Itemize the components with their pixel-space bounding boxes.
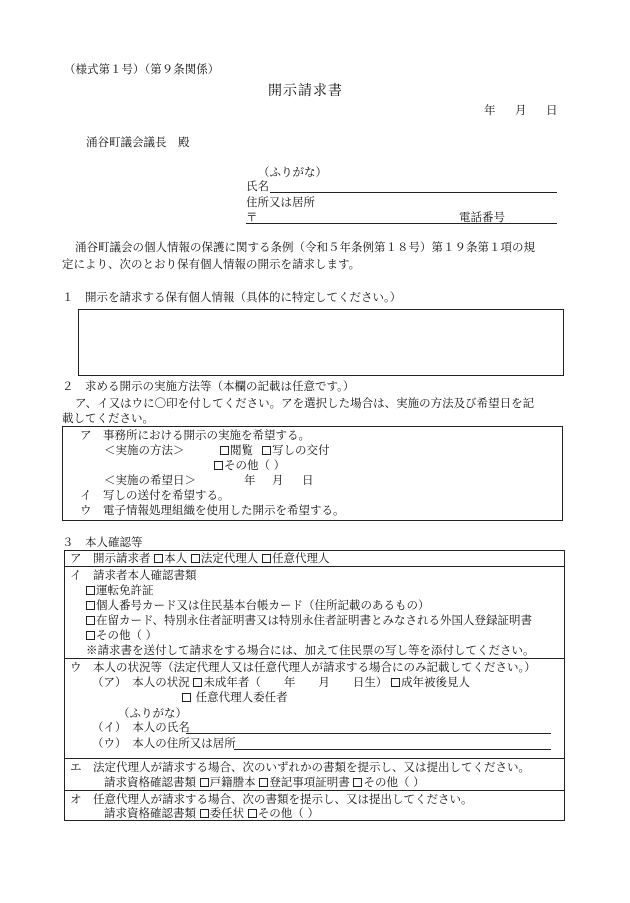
s3-i-note: ※請求書を送付して請求をする場合には、加えて住民票の写し等を添付してください。: [86, 643, 535, 657]
method-label: ＜実施の方法＞: [104, 443, 185, 457]
form-number: （様式第１号）（第９条関係）: [64, 62, 220, 76]
s3-i-opt4-label: その他（ ）: [96, 628, 158, 642]
requester-furigana: （ふりがな）: [258, 165, 327, 179]
section2-note-1: ア、イ又はウに〇印を付してください。アを選択した場合は、実施の方法及び希望日を記: [75, 396, 535, 410]
s3-e-docs-row: [104, 775, 425, 790]
requester-address-field[interactable]: [246, 223, 557, 224]
hope-year: 年: [244, 473, 256, 487]
s3-i-opt3[interactable]: [86, 613, 532, 628]
opt-copy-label: 写しの交付: [272, 443, 330, 457]
checkbox-voluntary-agent[interactable]: [262, 554, 271, 563]
s3-e-opt2: 登記事項証明書: [269, 775, 350, 789]
checkbox-residence-card[interactable]: [86, 616, 95, 625]
s3-i-opt3-label: 在留カード、特別永住者証明書又は特別永住者証明書とみなされる外国人登録証明書: [96, 613, 532, 627]
section3-heading: ３ 本人確認等: [62, 535, 143, 549]
s3-e-opt1: 戸籍謄本: [209, 775, 256, 789]
opt-view-label: 閲覧: [230, 443, 253, 457]
s3-e-label: エ 法定代理人が請求する場合、次のいずれかの書類を提示し、又は提出してください。: [70, 760, 530, 774]
s3-u-name: （イ） 本人の氏名: [92, 720, 190, 734]
s3-u-furigana: （ふりがな）: [118, 706, 187, 720]
s3-u-opt2: 成年被後見人: [401, 675, 471, 689]
divider-e: [64, 790, 565, 791]
checkbox-self[interactable]: [154, 554, 163, 563]
divider-i: [64, 658, 565, 659]
checkbox-e-other[interactable]: [353, 778, 362, 787]
date-month: 月: [515, 103, 527, 117]
intro-line-1: 涌谷町議会の個人情報の保護に関する条例（令和５年条例第１８号）第１９条第１項の規: [75, 240, 535, 254]
s3-i-label: イ 請求者本人確認書類: [70, 568, 197, 582]
date-day: 日: [546, 103, 558, 117]
checkbox-principal[interactable]: [182, 693, 191, 702]
s3-i-opt1[interactable]: [86, 583, 154, 598]
opt-view[interactable]: [220, 443, 253, 458]
s3-o-docs: 請求資格確認書類: [104, 806, 196, 820]
checkbox-registry-cert[interactable]: [259, 778, 268, 787]
section1-input-box[interactable]: [78, 309, 564, 376]
section2-heading: ２ 求める開示の実施方法等（本欄の記載は任意です。）: [62, 379, 355, 393]
requester-name-field[interactable]: [270, 192, 557, 193]
checkbox-power-of-attorney[interactable]: [200, 809, 209, 818]
principal-address-field[interactable]: [234, 749, 551, 750]
checkbox-adult-ward[interactable]: [391, 678, 400, 687]
checkbox-o-other[interactable]: [248, 809, 257, 818]
addressee: 涌谷町議会議長 殿: [86, 135, 190, 149]
checkbox-license[interactable]: [86, 586, 95, 595]
section2-option-u[interactable]: ウ 電子情報処理組織を使用した開示を希望する。: [80, 503, 345, 517]
s3-u-status-row: [92, 675, 470, 690]
s3-a-opt3: 任意代理人: [271, 551, 330, 565]
s3-u-opt1: 未成年者（ 年 月 日生）: [203, 675, 388, 689]
s3-i-opt2-label: 個人番号カード又は住民基本台帳カード（住所記載のあるもの）: [96, 598, 430, 612]
opt-other[interactable]: [214, 458, 285, 473]
requester-name-label: 氏名: [246, 179, 269, 193]
requester-address-label: 住所又は居所: [246, 195, 315, 209]
s3-u-opt3-label: 任意代理人委任者: [195, 690, 288, 704]
intro-line-2: 定により、次のとおり保有個人情報の開示を請求します。: [62, 257, 361, 271]
section2-note-2: 載してください。: [62, 411, 154, 425]
page-title: 開示請求書: [268, 83, 343, 99]
s3-u-opt3[interactable]: [182, 690, 288, 705]
s3-i-opt2[interactable]: [86, 598, 430, 613]
checkbox-minor[interactable]: [193, 678, 202, 687]
s3-u-status: （ア） 本人の状況: [92, 675, 190, 689]
opt-copy[interactable]: [262, 443, 330, 458]
section1-heading: １ 開示を請求する保有個人情報（具体的に特定してください。）: [62, 290, 402, 304]
checkbox-other[interactable]: [214, 461, 223, 470]
section2-option-a[interactable]: ア 事務所における開示の実施を希望する。: [80, 428, 310, 442]
divider-a: [64, 566, 565, 567]
checkbox-view[interactable]: [220, 446, 229, 455]
s3-u-address: （ウ） 本人の住所又は居所: [92, 736, 236, 750]
opt-other-label: その他（ ）: [224, 458, 286, 472]
checkbox-family-register[interactable]: [200, 778, 209, 787]
s3-a-label: ア 開示請求者: [70, 551, 151, 565]
checkbox-copy[interactable]: [262, 446, 271, 455]
s3-i-opt1-label: 運転免許証: [96, 583, 154, 597]
s3-a-row: [70, 551, 329, 566]
checkbox-mynumber[interactable]: [86, 601, 95, 610]
checkbox-legal-agent[interactable]: [191, 554, 200, 563]
s3-i-opt4[interactable]: [86, 628, 157, 643]
checkbox-id-other[interactable]: [86, 631, 95, 640]
s3-e-docs: 請求資格確認書類: [104, 775, 196, 789]
s3-e-opt3: その他（ ）: [363, 775, 425, 789]
s3-o-opt1: 委任状: [209, 806, 245, 820]
principal-name-field[interactable]: [186, 733, 551, 734]
s3-o-label: オ 任意代理人が請求する場合、次の書類を提示し、又は提出してください。: [70, 792, 473, 806]
hope-month: 月: [272, 473, 284, 487]
s3-o-opt2: その他（ ）: [257, 806, 319, 820]
date-label: ＜実施の希望日＞: [104, 473, 196, 487]
hope-day: 日: [302, 473, 314, 487]
date-year: 年: [484, 103, 496, 117]
phone-label: 電話番号: [459, 210, 505, 224]
s3-a-opt2: 法定代理人: [200, 551, 259, 565]
divider-u: [64, 758, 565, 759]
s3-o-docs-row: [104, 806, 319, 821]
section2-option-i[interactable]: イ 写しの送付を希望する。: [80, 488, 230, 502]
s3-u-label: ウ 本人の状況等（法定代理人又は任意代理人が請求する場合にのみ記載してください。）: [70, 660, 536, 674]
s3-a-opt1: 本人: [164, 551, 188, 565]
postal-mark: 〒: [246, 210, 258, 224]
